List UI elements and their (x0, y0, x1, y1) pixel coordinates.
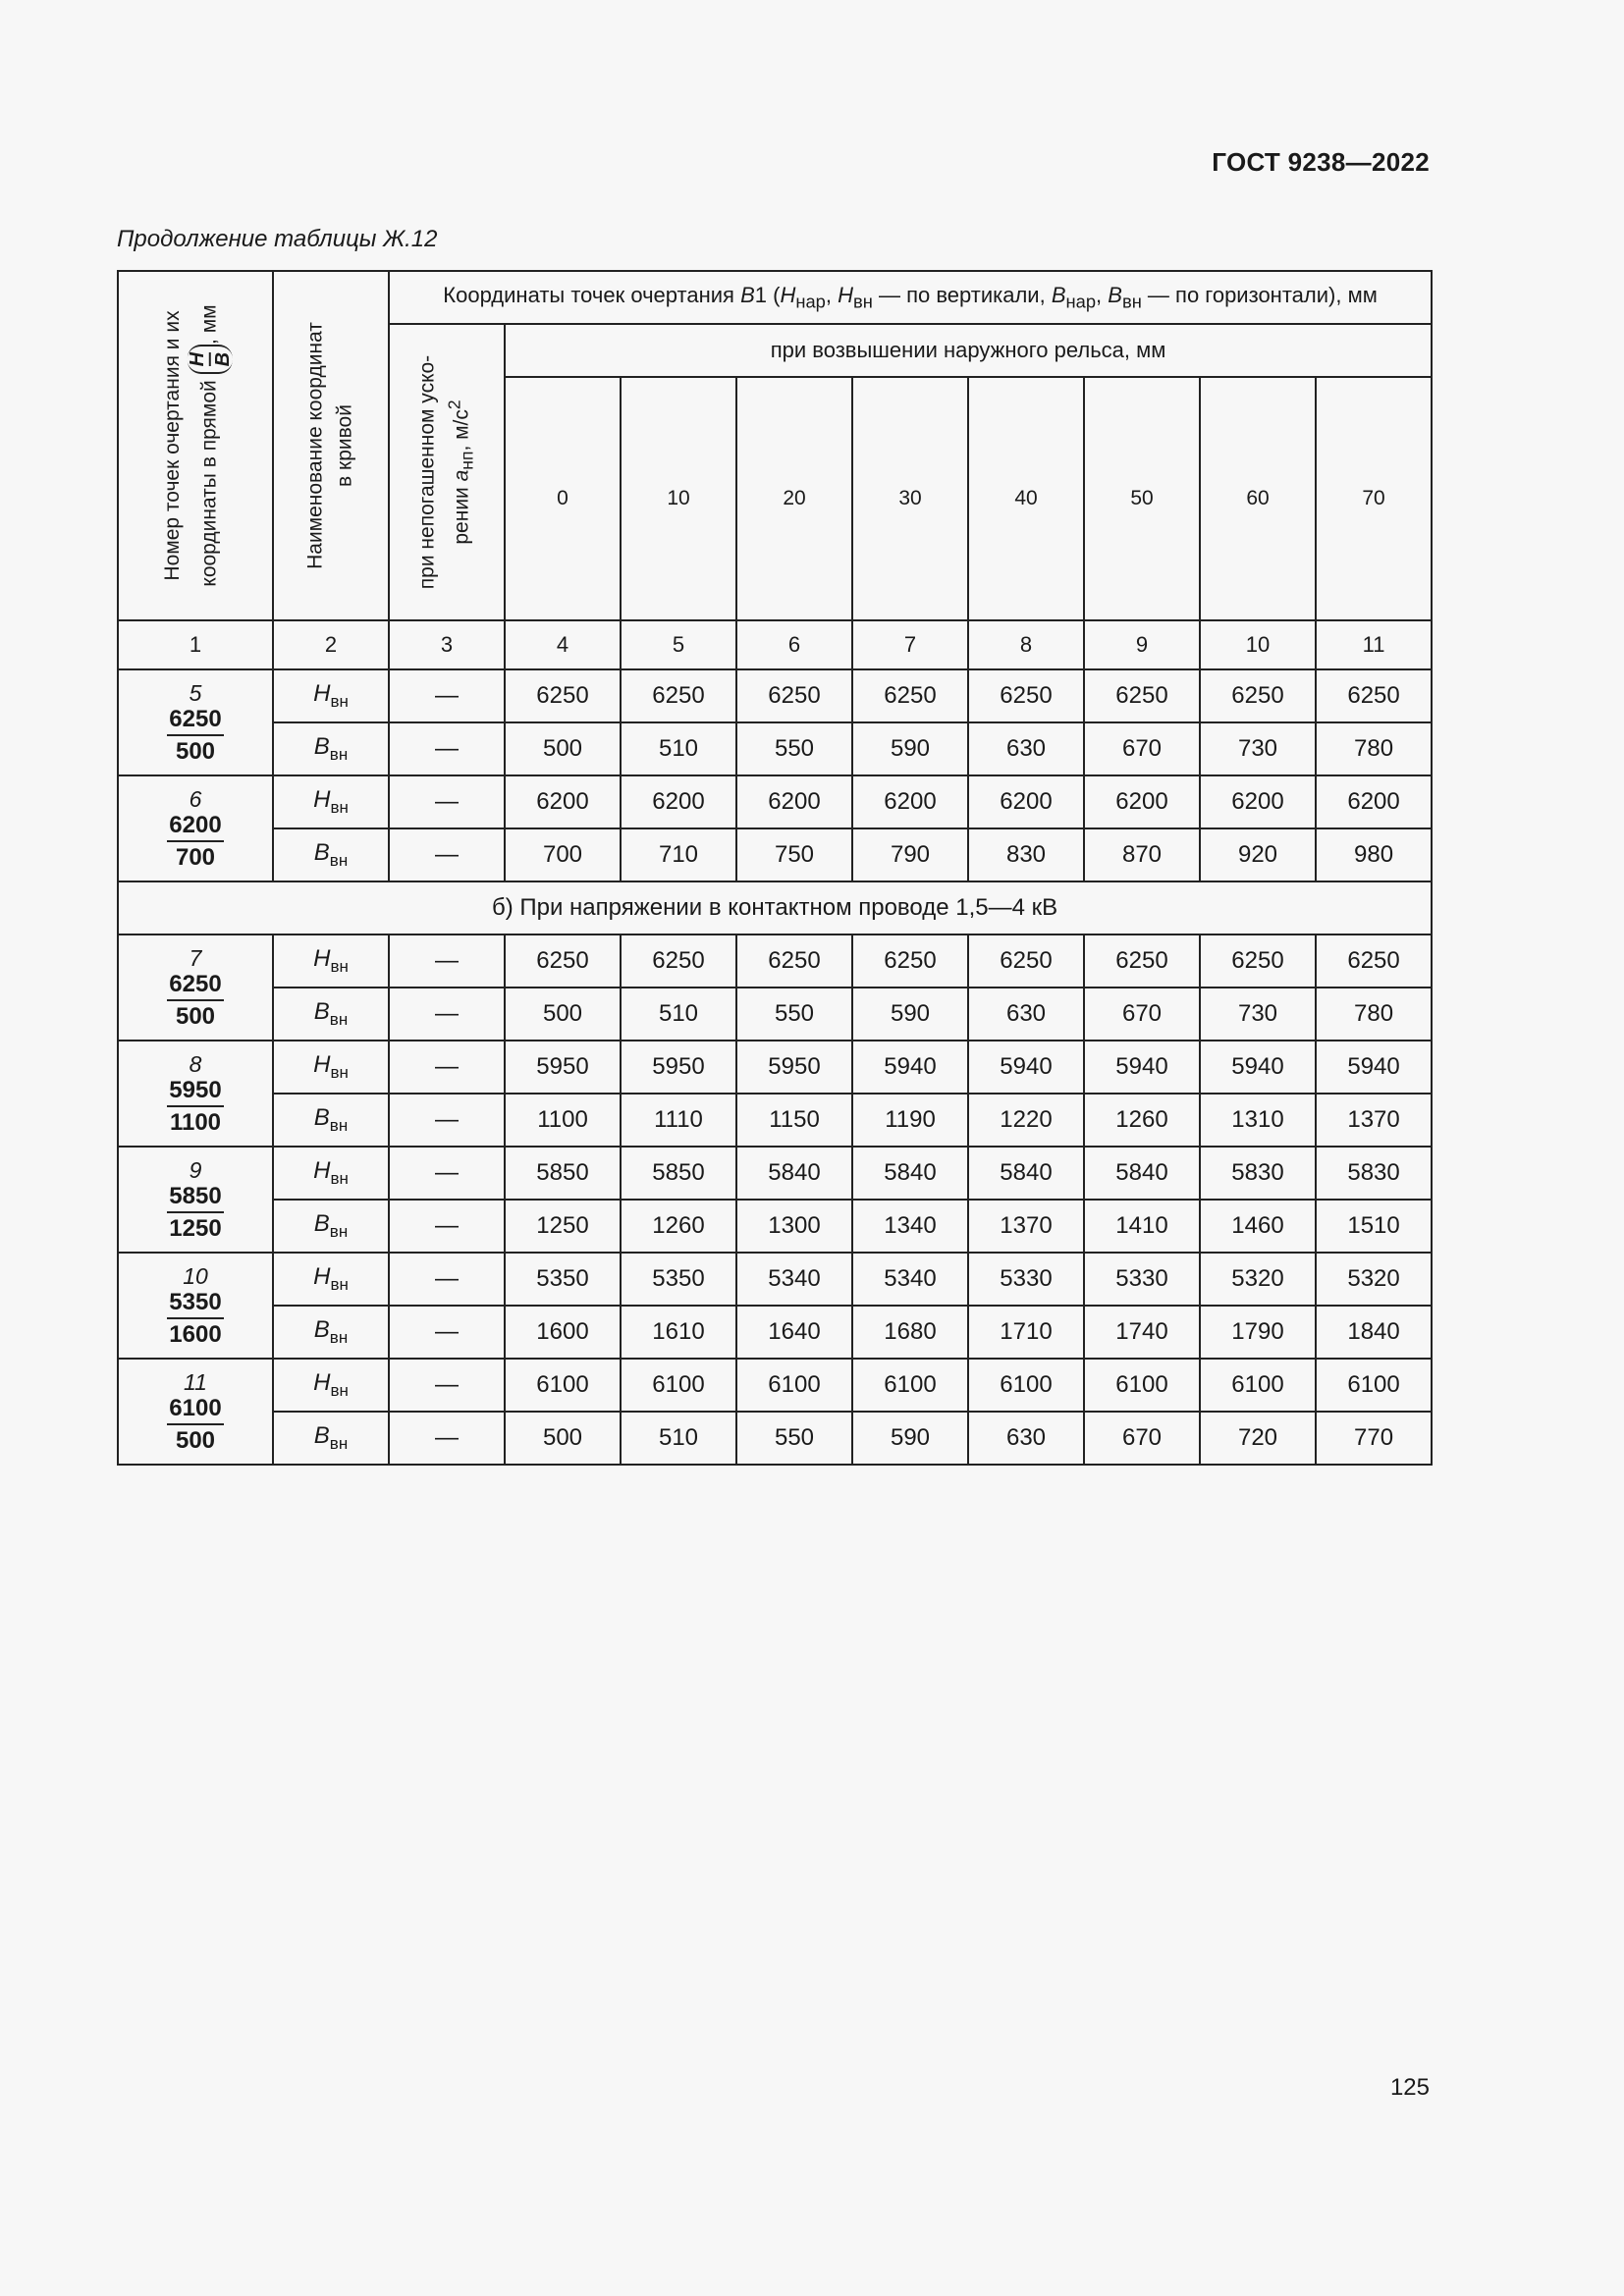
h-value: 5950 (505, 1041, 621, 1094)
b-value: 1300 (736, 1200, 852, 1253)
h-value: 6100 (1200, 1359, 1316, 1412)
b-value: 780 (1316, 722, 1432, 775)
b-value: 1260 (621, 1200, 736, 1253)
h-value: 5350 (505, 1253, 621, 1306)
b-value: 590 (852, 1412, 968, 1465)
point-number-cell: 11 6100 500 (118, 1359, 273, 1465)
h-value: 6200 (621, 775, 736, 828)
acceleration-value: — (389, 1147, 505, 1200)
header-elevation-1: 10 (621, 377, 736, 620)
h-value: 5830 (1200, 1147, 1316, 1200)
h-value: 5850 (505, 1147, 621, 1200)
h-value: 6200 (968, 775, 1084, 828)
acceleration-value: — (389, 1200, 505, 1253)
table-caption: Продолжение таблицы Ж.12 (117, 226, 438, 252)
section-row (118, 881, 1432, 934)
b-value: 1370 (1316, 1094, 1432, 1147)
b-value: 700 (505, 828, 621, 881)
b-value: 770 (1316, 1412, 1432, 1465)
h-value: 6250 (1316, 669, 1432, 722)
column-index-4: 4 (505, 620, 621, 669)
b-value: 1310 (1200, 1094, 1316, 1147)
table-row (118, 934, 1432, 988)
b-value: 870 (1084, 828, 1200, 881)
acceleration-value: — (389, 934, 505, 988)
b-value: 980 (1316, 828, 1432, 881)
b-value: 1410 (1084, 1200, 1200, 1253)
b-value: 920 (1200, 828, 1316, 881)
column-index-1: 1 (118, 620, 273, 669)
coord-name-h: $Н_{вн}$ (273, 669, 389, 722)
h-value: 5320 (1200, 1253, 1316, 1306)
h-value: 6250 (736, 669, 852, 722)
column-index-10: 10 (1200, 620, 1316, 669)
b-value: 550 (736, 722, 852, 775)
b-value: 1840 (1316, 1306, 1432, 1359)
h-value: 6250 (505, 934, 621, 988)
header-elevation-7: 70 (1316, 377, 1432, 620)
point-number-cell: 8 5950 1100 (118, 1041, 273, 1147)
b-value: 1710 (968, 1306, 1084, 1359)
header-coordinate-name: Наименование координат в кривой (273, 271, 389, 620)
header-elevation-0: 0 (505, 377, 621, 620)
column-index-7: 7 (852, 620, 968, 669)
point-number-cell: 7 6250 500 (118, 934, 273, 1041)
b-value: 550 (736, 988, 852, 1041)
h-value: 6200 (1200, 775, 1316, 828)
b-value: 1790 (1200, 1306, 1316, 1359)
h-value: 5330 (968, 1253, 1084, 1306)
h-value: 6250 (1200, 669, 1316, 722)
acceleration-value: — (389, 1094, 505, 1147)
h-value: 5350 (621, 1253, 736, 1306)
b-value: 500 (505, 722, 621, 775)
fraction-h-over-b: H B (188, 345, 233, 374)
h-value: 6250 (968, 934, 1084, 988)
h-value: 5950 (621, 1041, 736, 1094)
acceleration-value: — (389, 1253, 505, 1306)
b-value: 500 (505, 988, 621, 1041)
b-value: 630 (968, 722, 1084, 775)
b-value: 1110 (621, 1094, 736, 1147)
h-value: 6250 (968, 669, 1084, 722)
b-value: 1610 (621, 1306, 736, 1359)
coord-name-h: $Н_{вн}$ (273, 1253, 389, 1306)
b-value: 630 (968, 1412, 1084, 1465)
header-coordinates-group: Координаты точек очертания В1 ($Н_{нар}$, $Н_{вн}$ — по вертикали, $В_{нар}$, $В_{вн}$ — по горизонтали), мм (389, 271, 1432, 324)
table-row (118, 1147, 1432, 1200)
column-index-2: 2 (273, 620, 389, 669)
coord-name-b: $В_{вн}$ (273, 1306, 389, 1359)
b-value: 1340 (852, 1200, 968, 1253)
h-value: 5940 (968, 1041, 1084, 1094)
b-value: 590 (852, 988, 968, 1041)
h-value: 5840 (1084, 1147, 1200, 1200)
header-elevation-4: 40 (968, 377, 1084, 620)
h-value: 6100 (505, 1359, 621, 1412)
b-value: 550 (736, 1412, 852, 1465)
table-row (118, 1094, 1432, 1147)
h-value: 6200 (505, 775, 621, 828)
h-value: 5940 (1200, 1041, 1316, 1094)
h-value: 5850 (621, 1147, 736, 1200)
b-value: 510 (621, 722, 736, 775)
acceleration-value: — (389, 988, 505, 1041)
acceleration-value: — (389, 1306, 505, 1359)
column-index-6: 6 (736, 620, 852, 669)
b-value: 790 (852, 828, 968, 881)
standard-code: ГОСТ 9238—2022 (1212, 147, 1430, 177)
h-value: 6250 (852, 669, 968, 722)
header-elevation-2: 20 (736, 377, 852, 620)
page-number: 125 (1389, 2074, 1430, 2101)
h-value: 5330 (1084, 1253, 1200, 1306)
coord-name-b: $В_{вн}$ (273, 988, 389, 1041)
h-value: 6100 (852, 1359, 968, 1412)
b-value: 1190 (852, 1094, 968, 1147)
b-value: 1740 (1084, 1306, 1200, 1359)
header-col1-line2: координаты в прямой (197, 380, 221, 587)
table-row (118, 1253, 1432, 1306)
table-row (118, 828, 1432, 881)
table-row (118, 722, 1432, 775)
h-value: 5340 (852, 1253, 968, 1306)
b-value: 1220 (968, 1094, 1084, 1147)
b-value: 1370 (968, 1200, 1084, 1253)
table-row (118, 775, 1432, 828)
h-value: 5940 (1316, 1041, 1432, 1094)
column-index-8: 8 (968, 620, 1084, 669)
b-value: 710 (621, 828, 736, 881)
b-value: 630 (968, 988, 1084, 1041)
b-value: 1460 (1200, 1200, 1316, 1253)
h-value: 5840 (736, 1147, 852, 1200)
header-col1-unit: , мм (197, 304, 221, 345)
h-value: 6250 (621, 669, 736, 722)
coord-name-b: $В_{вн}$ (273, 1412, 389, 1465)
h-value: 5320 (1316, 1253, 1432, 1306)
b-value: 670 (1084, 722, 1200, 775)
h-value: 6250 (1200, 934, 1316, 988)
h-value: 6200 (852, 775, 968, 828)
b-value: 1600 (505, 1306, 621, 1359)
table-row (118, 988, 1432, 1041)
h-value: 5340 (736, 1253, 852, 1306)
coord-name-b: $В_{вн}$ (273, 1200, 389, 1253)
b-value: 750 (736, 828, 852, 881)
coord-name-h: $Н_{вн}$ (273, 1041, 389, 1094)
header-elevation-3: 30 (852, 377, 968, 620)
coord-name-h: $Н_{вн}$ (273, 775, 389, 828)
table-row (118, 1200, 1432, 1253)
coord-name-b: $В_{вн}$ (273, 1094, 389, 1147)
b-value: 720 (1200, 1412, 1316, 1465)
point-number-cell: 9 5850 1250 (118, 1147, 273, 1253)
b-value: 1260 (1084, 1094, 1200, 1147)
point-number-cell: 6 6200 700 (118, 775, 273, 881)
header-point-number (118, 271, 273, 620)
coordinates-table (117, 270, 1433, 1466)
header-elevation-6: 60 (1200, 377, 1316, 620)
h-value: 6250 (1084, 934, 1200, 988)
point-number-cell: 5 6250 500 (118, 669, 273, 775)
h-value: 5950 (736, 1041, 852, 1094)
h-value: 6250 (1084, 669, 1200, 722)
b-value: 510 (621, 1412, 736, 1465)
h-value: 6250 (505, 669, 621, 722)
h-value: 5840 (968, 1147, 1084, 1200)
header-elevation-group: при возвышении наружного рельса, мм (505, 324, 1432, 377)
table-row (118, 1412, 1432, 1465)
header-acceleration: при непогашенном уско- рении $a_{нп}$, $м/с^2$ (389, 324, 505, 620)
acceleration-value: — (389, 669, 505, 722)
h-value: 6100 (968, 1359, 1084, 1412)
h-value: 6200 (1316, 775, 1432, 828)
header-col1-line1: Номер точек очертания и их (160, 310, 184, 581)
point-number-cell: 10 5350 1600 (118, 1253, 273, 1359)
b-value: 1640 (736, 1306, 852, 1359)
coord-name-h: $Н_{вн}$ (273, 1147, 389, 1200)
h-value: 6100 (1316, 1359, 1432, 1412)
h-value: 6200 (1084, 775, 1200, 828)
column-index-11: 11 (1316, 620, 1432, 669)
h-value: 5840 (852, 1147, 968, 1200)
header-elevation-5: 50 (1084, 377, 1200, 620)
acceleration-value: — (389, 1041, 505, 1094)
b-value: 1510 (1316, 1200, 1432, 1253)
b-value: 730 (1200, 988, 1316, 1041)
b-value: 730 (1200, 722, 1316, 775)
column-index-5: 5 (621, 620, 736, 669)
acceleration-value: — (389, 1359, 505, 1412)
coord-name-h: $Н_{вн}$ (273, 934, 389, 988)
b-value: 670 (1084, 1412, 1200, 1465)
h-value: 6250 (621, 934, 736, 988)
h-value: 6100 (621, 1359, 736, 1412)
acceleration-value: — (389, 722, 505, 775)
h-value: 6250 (852, 934, 968, 988)
b-value: 510 (621, 988, 736, 1041)
table-row (118, 1359, 1432, 1412)
table-row (118, 669, 1432, 722)
h-value: 5830 (1316, 1147, 1432, 1200)
table-row (118, 1041, 1432, 1094)
b-value: 1680 (852, 1306, 968, 1359)
h-value: 5940 (852, 1041, 968, 1094)
h-value: 6250 (1316, 934, 1432, 988)
b-value: 780 (1316, 988, 1432, 1041)
coord-name-b: $В_{вн}$ (273, 828, 389, 881)
h-value: 6200 (736, 775, 852, 828)
h-value: 6100 (1084, 1359, 1200, 1412)
h-value: 5940 (1084, 1041, 1200, 1094)
acceleration-value: — (389, 1412, 505, 1465)
coord-name-h: $Н_{вн}$ (273, 1359, 389, 1412)
b-value: 670 (1084, 988, 1200, 1041)
b-value: 830 (968, 828, 1084, 881)
h-value: 6250 (736, 934, 852, 988)
acceleration-value: — (389, 775, 505, 828)
b-value: 1250 (505, 1200, 621, 1253)
h-value: 6100 (736, 1359, 852, 1412)
column-index-9: 9 (1084, 620, 1200, 669)
section-b-title: б) При напряжении в контактном проводе 1,5—4 кВ (118, 881, 1432, 934)
b-value: 500 (505, 1412, 621, 1465)
acceleration-value: — (389, 828, 505, 881)
table-row (118, 1306, 1432, 1359)
column-index-3: 3 (389, 620, 505, 669)
coord-name-b: $В_{вн}$ (273, 722, 389, 775)
b-value: 1150 (736, 1094, 852, 1147)
b-value: 590 (852, 722, 968, 775)
b-value: 1100 (505, 1094, 621, 1147)
